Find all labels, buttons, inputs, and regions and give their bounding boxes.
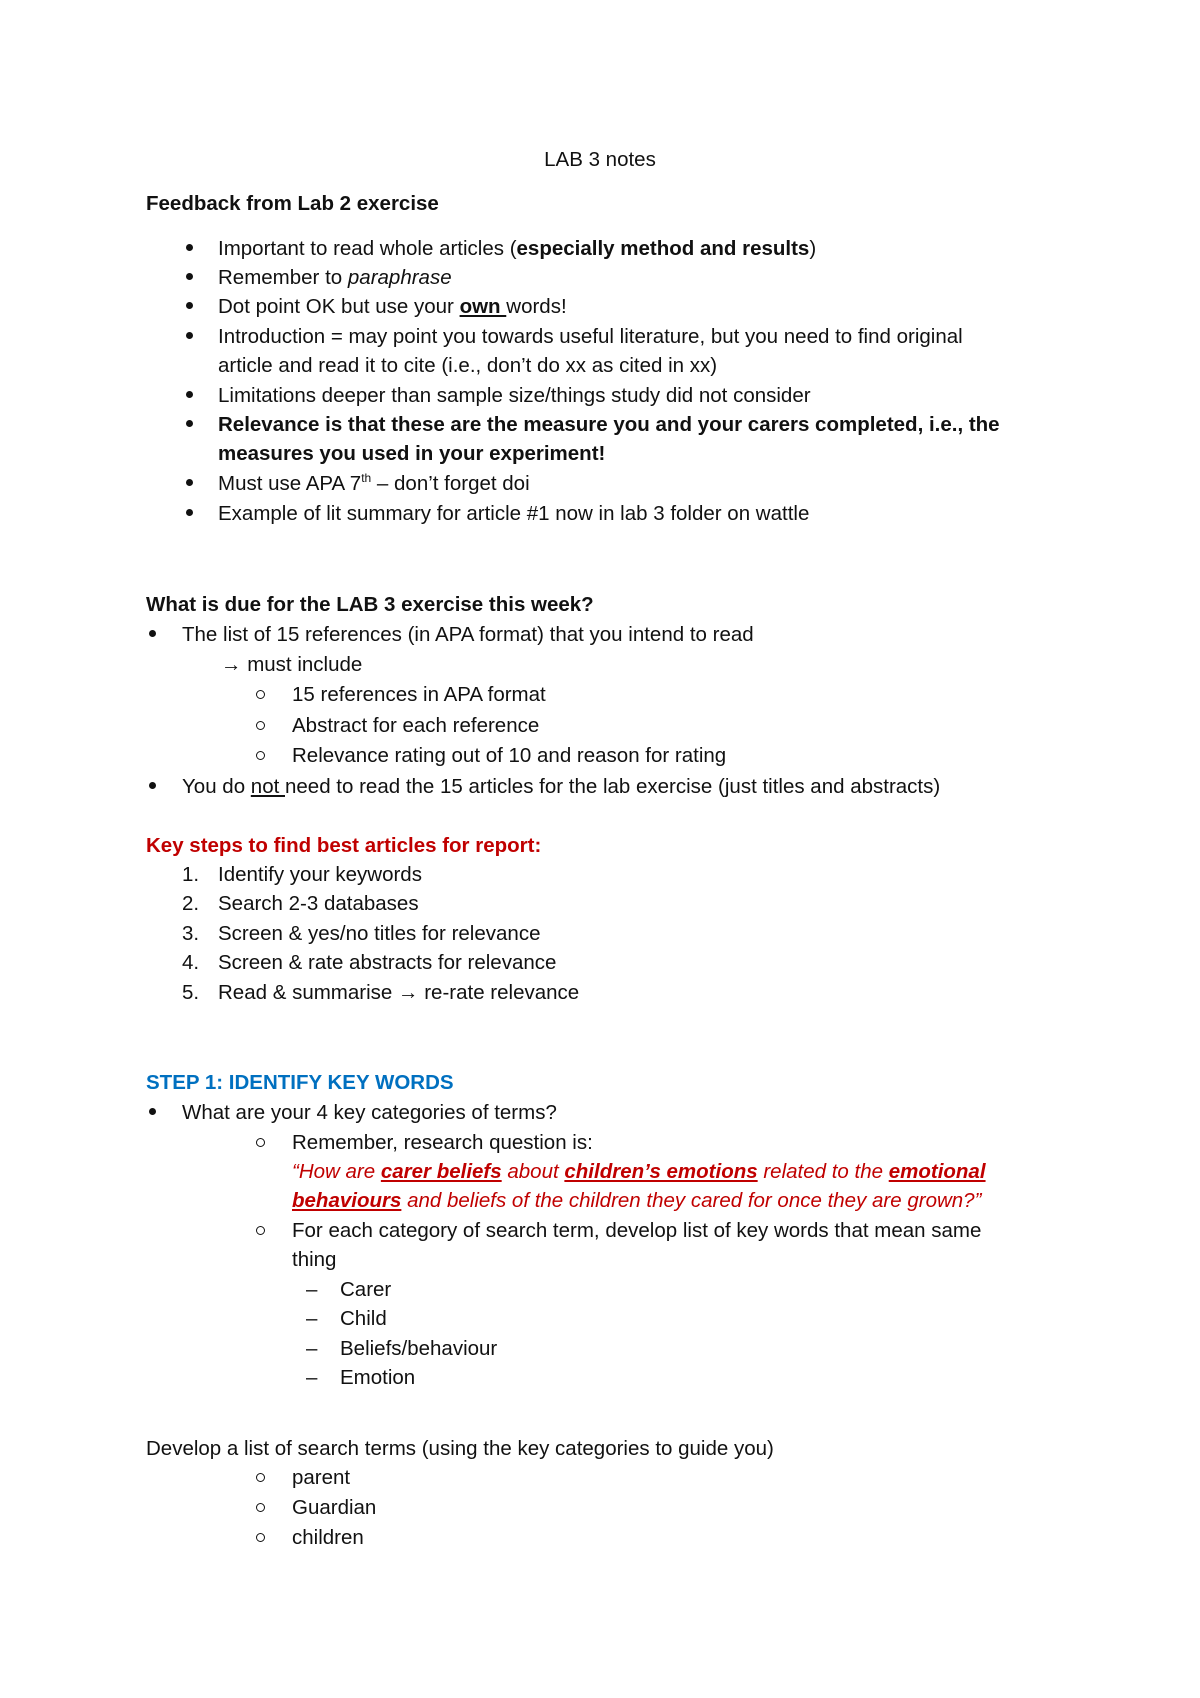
feedback-item-6-line-1: Relevance is that these are the measure you and your carers completed, i.e., the [218,413,1000,436]
feedback-item-1-bold: especially method and results [516,237,810,260]
bullet-icon [186,332,193,339]
circle-bullet-icon [256,721,265,730]
feedback-item-3-emph: own [459,295,507,318]
step1-heading: STEP 1: IDENTIFY KEY WORDS [146,1071,454,1094]
dash-icon: – [306,1337,318,1360]
bullet-icon [186,273,193,280]
dash-icon: – [306,1278,318,1301]
develop-text: Develop a list of search terms (using the key categories to guide you) [146,1437,774,1460]
rq-childrens-emotions: children’s emotions [564,1160,758,1183]
bullet-icon [149,1108,156,1115]
must-include-line [221,652,362,678]
due-item-2-tail: need to read the 15 articles for the lab exercise (just titles and abstracts) [285,775,941,798]
research-question-line-1 [292,1159,986,1185]
feedback-item-7-text: Must use APA 7 [218,472,362,495]
feedback-item-6-line-2: measures you used in your experiment! [218,442,606,465]
rq-behaviours: behaviours [292,1189,402,1212]
due-sub-item-2: Abstract for each reference [292,714,540,737]
step-text: Screen & yes/no titles for relevance [218,922,541,945]
step-5-tail: re-rate relevance [418,981,580,1004]
step-text: Identify your keywords [218,863,422,886]
step1-sub-item-1: Remember, research question is: [292,1131,593,1154]
feedback-item-7-sup: th [361,471,372,486]
step-text [218,980,579,1006]
feedback-item-3 [218,294,567,320]
circle-bullet-icon [256,1533,265,1542]
keyword-category-2: Child [340,1307,387,1330]
step1-sub-item-2-line-2: thing [292,1248,337,1271]
due-item-1: The list of 15 references (in APA format) that you intend to read [182,623,754,646]
due-item-2-text: You do [182,775,251,798]
feedback-item-2-italic: paraphrase [347,266,452,289]
circle-bullet-icon [256,1503,265,1512]
due-item-2-underline: not [250,775,285,798]
search-term-1: parent [292,1466,351,1489]
step-text: Search 2-3 databases [218,892,419,915]
bullet-icon [186,509,193,516]
feedback-item-2-text: Remember to [218,266,348,289]
rq-carer-beliefs: carer beliefs [380,1160,502,1183]
feedback-item-1-close: ) [809,237,817,260]
due-sub-item-3: Relevance rating out of 10 and reason for rating [292,744,727,767]
feedback-item-1 [218,236,816,262]
step1-sub-item-2-line-1: For each category of search term, develop list of key words that mean same [292,1219,982,1242]
feedback-item-3-tail: words! [506,295,567,318]
search-term-3: children [292,1526,364,1549]
step-number: 4. [182,951,200,974]
feedback-item-3-text: Dot point OK but use your [218,295,460,318]
feedback-item-1-text: Important to read whole articles ( [218,237,517,260]
keyword-category-1: Carer [340,1278,392,1301]
step-number: 2. [182,892,200,915]
must-include-text: must include [241,653,363,676]
step-number: 1. [182,863,200,886]
step1-item-1: What are your 4 key categories of terms? [182,1101,557,1124]
page-title: LAB 3 notes [544,148,656,171]
feedback-item-4-line-2: article and read it to cite (i.e., don’t do xx as cited in xx) [218,354,718,377]
rq-text-e: related to the [757,1160,889,1183]
feedback-item-4-line-1: Introduction = may point you towards useful literature, but you need to find original [218,325,963,348]
keyword-category-3: Beliefs/behaviour [340,1337,498,1360]
feedback-item-2 [218,265,452,291]
due-sub-item-1: 15 references in APA format [292,683,546,706]
feedback-item-7-tail: – don’t forget doi [371,472,530,495]
due-heading: What is due for the LAB 3 exercise this week? [146,593,594,616]
circle-bullet-icon [256,1473,265,1482]
step-number: 5. [182,981,200,1004]
bullet-icon [186,302,193,309]
feedback-item-8: Example of lit summary for article #1 now in lab 3 folder on wattle [218,502,810,525]
step-text: Screen & rate abstracts for relevance [218,951,557,974]
bullet-icon [149,782,156,789]
circle-bullet-icon [256,1226,265,1235]
circle-bullet-icon [256,690,265,699]
bullet-icon [149,630,156,637]
dash-icon: – [306,1307,318,1330]
bullet-icon [186,391,193,398]
steps-heading: Key steps to find best articles for report: [146,834,542,857]
arrow-right-icon: → [398,981,419,1004]
step-5-text: Read & summarise [218,981,399,1004]
bullet-icon [186,244,193,251]
feedback-item-5: Limitations deeper than sample size/things study did not consider [218,384,811,407]
circle-bullet-icon [256,751,265,760]
rq-text-c: about [501,1160,565,1183]
rq-text-tail: and beliefs of the children they cared for once they are grown?” [401,1189,982,1212]
search-term-2: Guardian [292,1496,377,1519]
rq-text-a: “How are [292,1160,381,1183]
rq-emotional: emotional [888,1160,986,1183]
arrow-right-icon: → [221,653,242,676]
keyword-category-4: Emotion [340,1366,416,1389]
circle-bullet-icon [256,1138,265,1147]
feedback-heading: Feedback from Lab 2 exercise [146,192,439,215]
due-item-2 [182,774,940,800]
bullet-icon [186,420,193,427]
dash-icon: – [306,1366,318,1389]
bullet-icon [186,479,193,486]
research-question-line-2 [292,1188,981,1214]
step-number: 3. [182,922,200,945]
feedback-item-7 [218,471,530,497]
